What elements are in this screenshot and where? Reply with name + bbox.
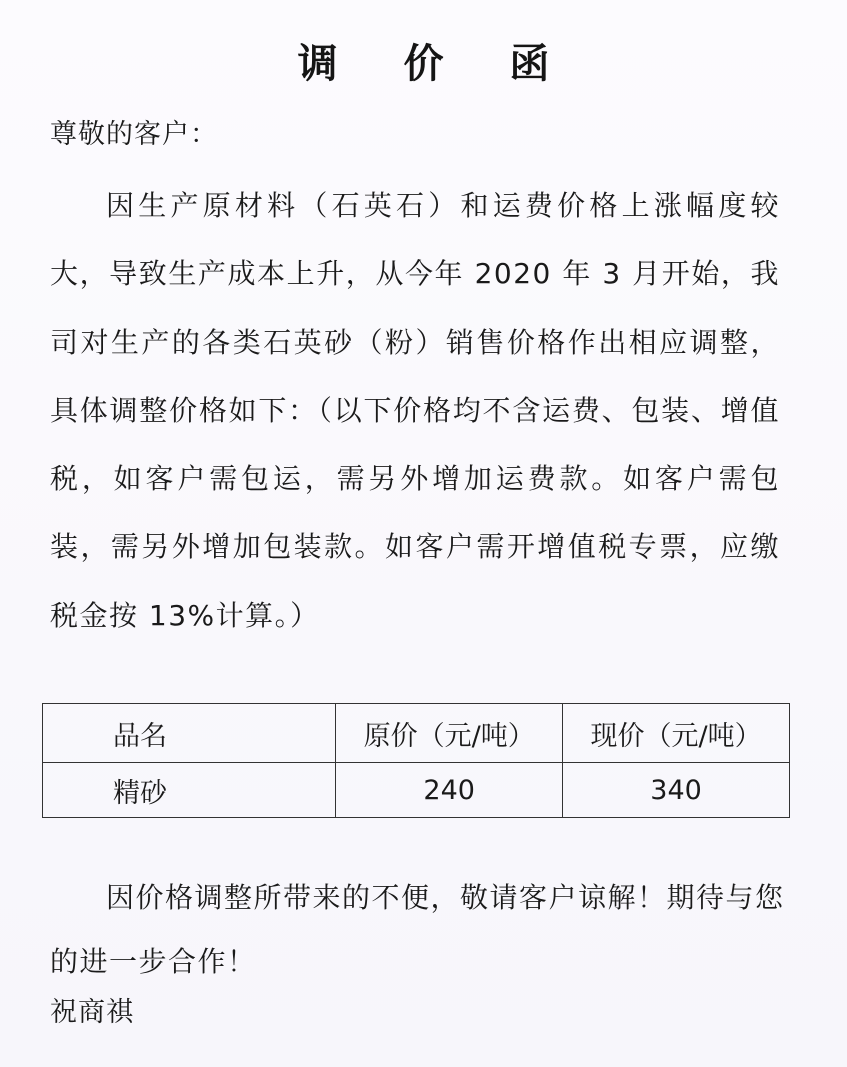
table-header-row: [43, 704, 790, 763]
header-product-name: 品名: [43, 704, 336, 763]
cell-original-price: 240: [336, 763, 563, 818]
document-title: 调 价 函: [297, 40, 576, 87]
signature: 祝商祺: [50, 997, 134, 1028]
closing-paragraph: 因价格调整所带来的不便，敬请客户谅解！期待与您的进一步合作！: [50, 881, 785, 978]
table-row: [43, 763, 790, 818]
cell-current-price: 340: [563, 763, 790, 818]
header-original-price: 原价（元/吨）: [336, 704, 563, 763]
header-current-price: 现价（元/吨）: [563, 704, 790, 763]
salutation: 尊敬的客户：: [50, 119, 218, 150]
body-paragraph: 因生产原材料（石英石）和运费价格上涨幅度较大，导致生产成本上升，从今年 2020 年 3 月开始，我司对生产的各类石英砂（粉）销售价格作出相应调整，具体调整价格如下：（以下价格均不含运费、包装、增值税，如客户需包运，需另外增加运费款。如客户需包装，需另外增加包装款。如客户需开增值税专票，应缴税金按 13%计算。）: [50, 189, 780, 632]
price-table: [42, 703, 790, 818]
cell-product-name: 精砂: [43, 763, 336, 818]
